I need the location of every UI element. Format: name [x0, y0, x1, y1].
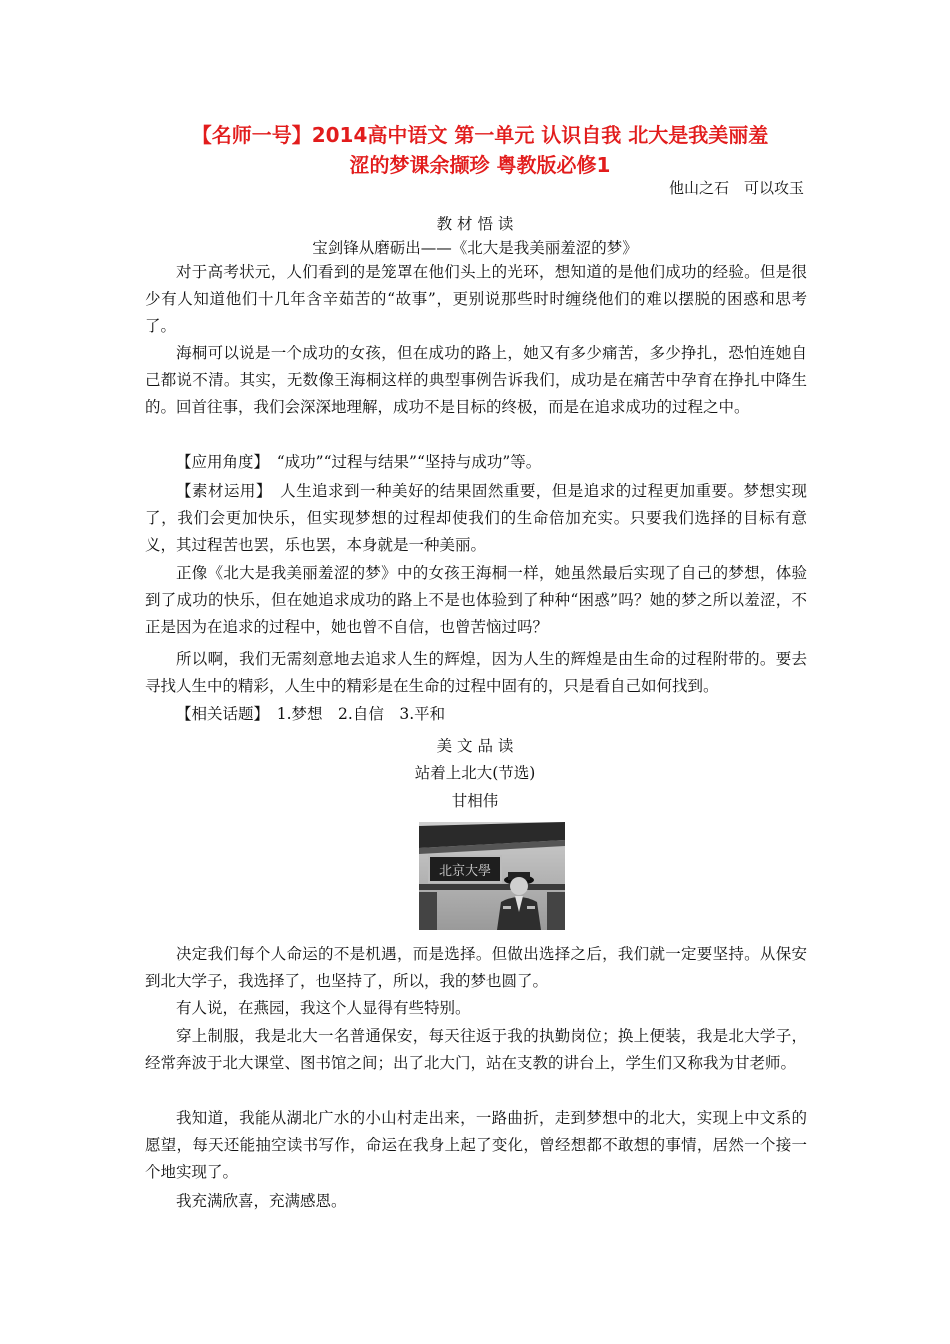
paragraph-4: 正像《北大是我美丽羞涩的梦》中的女孩王海桐一样，她虽然最后实现了自己的梦想，体验到了成功的快乐，但在她追求成功的路上不是也体验到了种种“困惑”吗？她的梦之所以羞涩，不正是因为在追求的过程中，她也曾不自信，也曾苦恼过吗？	[145, 564, 807, 636]
motto: 他山之石 可以攻玉	[668, 179, 804, 197]
essay-title: 站着上北大(节选)	[414, 764, 536, 782]
paragraph-2: 海桐可以说是一个成功的女孩，但在成功的路上，她又有多少痛苦，多少挣扎，恐怕连她自己都说不清。其实，无数像王海桐这样的典型事例告诉我们，成功是在痛苦中孕育在挣扎中降生的。回首往事，我们会深深地理解，成功不是目标的终极，而是在追求成功的过程之中。	[145, 344, 807, 416]
document-title-line1: 【名师一号】2014高中语文 第一单元 认识自我 北大是我美丽羞	[191, 123, 769, 147]
paragraph-essay-2: 有人说，在燕园，我这个人显得有些特别。	[176, 999, 471, 1017]
paragraph-1: 对于高考状元，人们看到的是笼罩在他们头上的光环，想知道的是他们成功的经验。但是很少有人知道他们十几年含辛茹苦的“故事”，更别说那些时时缠绕他们的难以摆脱的困惑和思考了。	[145, 263, 807, 335]
paragraph-essay-1: 决定我们每个人命运的不是机遇，而是选择。但做出选择之后，我们就一定要坚持。从保安到北大学子，我选择了，也坚持了，所以，我的梦也圆了。	[145, 945, 807, 990]
essay-author: 甘相伟	[451, 792, 499, 810]
paragraph-essay-5: 我充满欣喜，充满感恩。	[176, 1192, 347, 1210]
guard-photo	[419, 822, 565, 930]
plaque-text: 北京大學	[438, 864, 492, 879]
section-heading-textbook: 教 材 悟 读	[436, 215, 514, 233]
section-subtitle: 宝剑锋从磨砺出——《北大是我美丽羞涩的梦》	[312, 239, 638, 257]
document-title-line2: 涩的梦课余撷珍 粤教版必修1	[349, 153, 611, 177]
paragraph-related-topics: 【相关话题】 1.梦想 2.自信 3.平和	[176, 705, 446, 723]
section-heading-essay: 美 文 品 读	[436, 737, 514, 755]
paragraph-5: 所以啊，我们无需刻意地去追求人生的辉煌，因为人生的辉煌是由生命的过程附带的。要去寻找人生中的精彩，人生中的精彩是在生命的过程中固有的，只是看自己如何找到。	[145, 650, 807, 695]
paragraph-application-angle: 【应用角度】 “成功”“过程与结果”“坚持与成功”等。	[176, 453, 542, 471]
paragraph-material-use: 【素材运用】 人生追求到一种美好的结果固然重要，但是追求的过程更加重要。梦想实现了，我们会更加快乐，但实现梦想的过程却使我们的生命倍加充实。只要我们选择的目标有意义，其过程苦也罢，乐也罢，本身就是一种美丽。	[145, 482, 807, 554]
paragraph-essay-3: 穿上制服，我是北大一名普通保安，每天往返于我的执勤岗位；换上便装，我是北大学子，经常奔波于北大课堂、图书馆之间；出了北大门，站在支教的讲台上，学生们又称我为甘老师。	[145, 1027, 807, 1072]
paragraph-essay-4: 我知道，我能从湖北广水的小山村走出来，一路曲折，走到梦想中的北大，实现上中文系的愿望，每天还能抽空读书写作，命运在我身上起了变化，曾经想都不敢想的事情，居然一个接一个地实现了。	[145, 1109, 807, 1181]
